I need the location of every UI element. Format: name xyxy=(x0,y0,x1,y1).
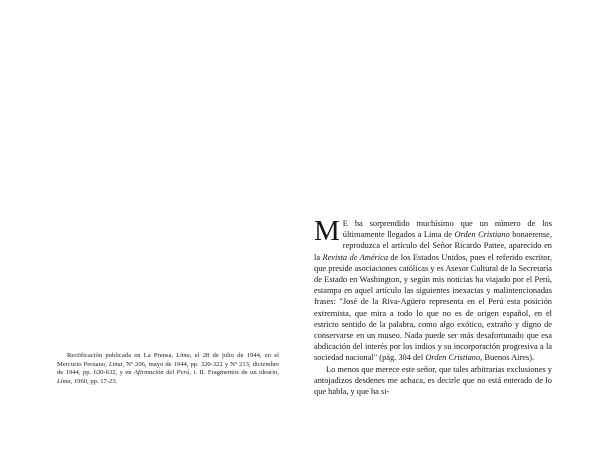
footnote-segment-italic: Afirmación del Perú xyxy=(134,369,190,377)
footnote-publication-note xyxy=(57,352,279,386)
footnote-segment-italic: Lima xyxy=(176,352,190,359)
footnote-segment-italic: Lima xyxy=(57,377,71,385)
paragraph-segment-italic: Revista de América xyxy=(322,252,389,262)
footnote-segment: , el 28 de julio de 1944, en el Mercurio Peruano, xyxy=(57,352,279,368)
paragraph-segment: E ha sorprendido muchísimo que un número de los últimamente llegados a Lima de xyxy=(342,219,552,240)
main-text-column xyxy=(314,215,553,397)
footnote-segment: , Nº 206, mayo de 1944, pp. 320-322 y Nº 213, diciembre de 1944, pp. 630-632, y en xyxy=(57,360,279,377)
paragraph-segment: bonaerense, reproduzca el artículo del Señor Ricardo Pattee, aparecido en la xyxy=(314,230,552,262)
paragraph-segment: de los Estados Unidos, pues el referido escritor, que preside asociaciones católicas y es Asesor Cultural de la Secretaría de Estado en Washington, y según mis noticias ha viajado por el Perú, estampa en aquel artículo las siguientes inexactas y malintencionadas frases: "José de la Riva-Agüero representa en el Perú esta posición extremista, que mira a todo lo que no es de origen español, en el estricto sentido de la palabra, como algo exótico, extraño y digno de conservarse en un museo. Nada puede ser más desafortunado que esa abdicación del interés por los indios y su incorporación progresiva a la sociedad nacional" (pág. 304 del xyxy=(314,252,553,363)
footnote-text xyxy=(57,352,279,386)
paragraph-segment: , Buenos Aires). xyxy=(480,353,535,363)
footnote-segment: , 1960, pp. 17-23. xyxy=(70,377,118,385)
paragraph-2: Lo menos que merece este señor, que tales arbitrarias exclusiones y antojadizos desdenes me achaca, es decirle que no está enterado de lo que habla, y que ha si- xyxy=(314,364,552,397)
footnote-segment-italic: Lima xyxy=(108,360,123,368)
drop-cap: M xyxy=(314,215,340,247)
paragraph-segment-italic: Orden Cristiano xyxy=(454,230,510,240)
paragraph-segment-italic: Orden Cristiano xyxy=(425,353,481,363)
paragraph-1 xyxy=(314,215,553,364)
footnote-segment: Rectificación publicada en La Prensa, xyxy=(67,352,177,359)
footnote-segment: , t. II. Fragmentos de un ideario, xyxy=(189,369,280,377)
